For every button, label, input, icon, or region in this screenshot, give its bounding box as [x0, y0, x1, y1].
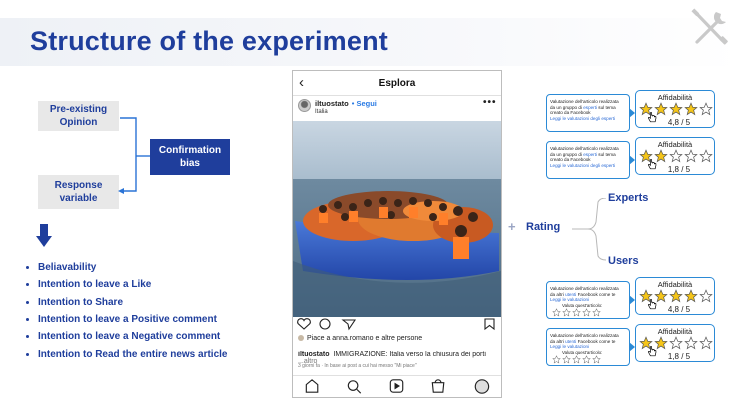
- star-empty-icon[interactable]: [669, 149, 683, 163]
- rate-article-label: Valuta quest'articolo:: [562, 349, 603, 355]
- preexisting-opinion-box: Pre-existing Opinion: [38, 101, 119, 131]
- card-text: sul tema: [597, 151, 616, 157]
- hand-cursor-icon: [647, 346, 657, 357]
- share-icon: [343, 320, 355, 329]
- card-text: creato da Facebook: [550, 110, 591, 116]
- post-location: Italia: [315, 109, 328, 115]
- card-text: Valutazione dell'articolo realizzata: [550, 333, 619, 338]
- card-highlight: utenti: [565, 291, 577, 297]
- card-text: da altri: [550, 338, 566, 344]
- plus-icon: +: [508, 219, 516, 234]
- star-filled-icon[interactable]: [684, 102, 698, 116]
- post-actions: [293, 317, 501, 331]
- tools-icon: [688, 6, 732, 50]
- star-empty-icon[interactable]: [592, 355, 601, 364]
- post-time: 3 giorni fa · In base ai post a cui hai messo "Mi piace": [298, 363, 417, 369]
- comment-icon: [320, 319, 330, 329]
- star-empty-icon[interactable]: [562, 355, 571, 364]
- instagram-post-mockup: [292, 70, 502, 398]
- star-empty-icon[interactable]: [572, 355, 581, 364]
- card-text: da un gruppo di: [550, 151, 584, 157]
- rating-info-card: [546, 94, 630, 132]
- response-variable-box: Response variable: [38, 175, 119, 209]
- phone-header-title: Esplora: [378, 78, 416, 89]
- card-text: creato da Facebook: [550, 157, 591, 163]
- hand-cursor-icon: [647, 112, 657, 123]
- card-text: Facebook come te: [576, 291, 616, 297]
- post-caption: iltuostato IMMIGRAZIONE: Italia verso la chiusura dei porti ...altro: [298, 351, 486, 365]
- card-text: Valutazione dell'articolo realizzata: [550, 146, 619, 151]
- card-text: Facebook come te: [576, 338, 616, 344]
- star-empty-icon[interactable]: [699, 336, 713, 350]
- star-empty-icon[interactable]: [592, 308, 601, 317]
- users-label: Users: [608, 255, 639, 267]
- reliability-title: Affidabilità: [657, 327, 693, 336]
- experts-label: Experts: [608, 192, 649, 204]
- list-item: Intention to Share: [26, 294, 227, 311]
- rating-info-card: [546, 141, 630, 179]
- read-ratings-link[interactable]: Leggi le valutazioni degli esperti: [550, 162, 616, 168]
- card-text: da altri: [550, 291, 566, 297]
- search-icon: [348, 381, 358, 391]
- list-item: Intention to leave a Like: [26, 276, 227, 293]
- star-empty-icon[interactable]: [572, 308, 581, 317]
- post-user[interactable]: iltuostato • Segui: [315, 99, 377, 108]
- star-empty-icon[interactable]: [582, 355, 591, 364]
- read-ratings-link[interactable]: Leggi le valutazioni: [550, 344, 590, 350]
- star-filled-icon[interactable]: [684, 289, 698, 303]
- home-icon: [306, 380, 317, 392]
- star-empty-icon[interactable]: [669, 336, 683, 350]
- star-empty-icon[interactable]: [552, 308, 561, 317]
- reliability-score: 1,8 / 5: [667, 165, 691, 174]
- rating-connector: [570, 198, 610, 264]
- star-empty-icon[interactable]: [699, 102, 713, 116]
- list-item: Intention to Read the entire news article: [26, 345, 227, 362]
- bottom-nav: [293, 375, 501, 397]
- read-ratings-link[interactable]: Leggi le valutazioni: [550, 297, 590, 303]
- star-empty-icon[interactable]: [699, 289, 713, 303]
- rate-article-label: Valuta quest'articolo:: [562, 302, 603, 308]
- avatar[interactable]: [298, 99, 311, 112]
- reliability-score: 4,8 / 5: [667, 118, 691, 127]
- rate-stars: [552, 308, 626, 317]
- more-options-icon[interactable]: •••: [483, 97, 497, 108]
- list-item: Intention to leave a Positive comment: [26, 311, 227, 328]
- star-empty-icon[interactable]: [684, 149, 698, 163]
- card-highlight: esperti: [583, 151, 598, 157]
- down-arrow-icon: [36, 224, 52, 248]
- back-icon[interactable]: ‹: [299, 74, 304, 91]
- card-text: da un gruppo di: [550, 104, 584, 110]
- read-ratings-link[interactable]: Leggi le valutazioni degli esperti: [550, 115, 616, 121]
- hand-cursor-icon: [647, 159, 657, 170]
- card-highlight: esperti: [583, 104, 598, 110]
- rate-stars: [552, 355, 626, 364]
- profile-icon: [475, 380, 488, 393]
- star-empty-icon[interactable]: [552, 355, 561, 364]
- reliability-title: Affidabilità: [657, 280, 693, 289]
- shop-icon: [432, 380, 443, 392]
- bookmark-icon: [485, 319, 494, 329]
- star-empty-icon[interactable]: [562, 308, 571, 317]
- page-title: Structure of the experiment: [30, 26, 388, 56]
- hand-cursor-icon: [647, 299, 657, 310]
- reliability-score: 4,8 / 5: [667, 305, 691, 314]
- list-item: Intention to leave a Negative comment: [26, 328, 227, 345]
- response-variables-list: [26, 259, 227, 363]
- list-item: Beliavability: [26, 259, 227, 276]
- rating-info-card: [546, 328, 630, 366]
- phone-header: [293, 71, 501, 96]
- like-icon: [298, 319, 311, 329]
- follow-link[interactable]: • Segui: [351, 99, 377, 108]
- star-empty-icon[interactable]: [699, 149, 713, 163]
- reliability-score: 1,8 / 5: [667, 352, 691, 361]
- confirmation-bias-box: Confirmation bias: [150, 139, 230, 175]
- rating-label: Rating: [526, 221, 561, 233]
- star-filled-icon[interactable]: [669, 289, 683, 303]
- diagram-connector: [115, 110, 155, 200]
- post-likes: Piace a anna.romano e altre persone: [298, 335, 422, 342]
- card-text: Valutazione dell'articolo realizzata: [550, 99, 619, 104]
- reliability-title: Affidabilità: [657, 93, 693, 102]
- rating-info-card: [546, 281, 630, 319]
- card-highlight: utenti: [565, 338, 577, 344]
- star-filled-icon[interactable]: [669, 102, 683, 116]
- reliability-title: Affidabilità: [657, 140, 693, 149]
- card-text: Valutazione dell'articolo realizzata: [550, 286, 619, 291]
- star-empty-icon[interactable]: [582, 308, 591, 317]
- card-text: sul tema: [597, 104, 616, 110]
- post-photo: [293, 121, 501, 317]
- star-empty-icon[interactable]: [684, 336, 698, 350]
